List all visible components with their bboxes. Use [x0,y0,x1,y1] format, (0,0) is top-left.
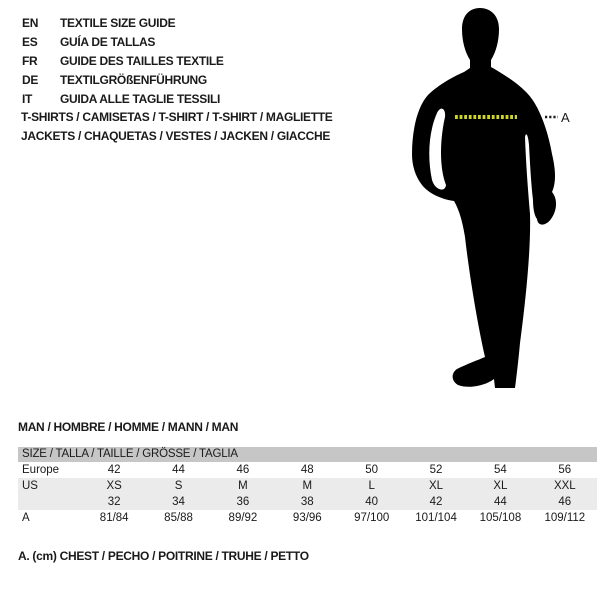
size-cell: 46 [236,464,250,476]
size-cell: 32 [107,496,121,508]
size-cell: 89/92 [228,512,258,524]
table-row-chest [18,510,597,526]
language-label: TEXTILE SIZE GUIDE [60,15,176,30]
size-cell: 42 [429,496,443,508]
size-cell: 40 [365,496,379,508]
language-code: EN [22,15,39,30]
row-label [18,494,82,510]
size-cell: 97/100 [354,512,390,524]
size-cell: 54 [494,464,507,476]
measure-label: A [561,110,570,125]
category-tshirts: T-SHIRTS / CAMISETAS / T-SHIRT / T-SHIRT / MAGLIETTE [21,110,333,124]
language-row [22,89,224,108]
man-silhouette [412,8,556,388]
size-cell: 81/84 [99,512,129,524]
row-label: US [22,480,38,492]
language-code: ES [22,34,38,49]
size-cell: 56 [558,464,572,476]
size-cell: L [368,480,375,492]
size-cell: 44 [494,496,507,508]
size-cell: XS [106,480,122,492]
size-cell: 93/96 [292,512,322,524]
size-cell: 46 [558,496,572,508]
size-cell: 50 [365,464,379,476]
size-table [18,447,597,526]
language-label: GUÍA DE TALLAS [60,34,156,49]
size-cell: 36 [236,496,250,508]
size-cell: XL [429,480,444,492]
language-row [22,70,224,89]
row-label: A [22,512,30,524]
language-label: TEXTILGRÖßENFÜHRUNG [60,72,207,87]
language-label: GUIDE DES TAILLES TEXTILE [60,53,224,68]
size-cell: 101/104 [415,512,457,524]
size-cell: 109/112 [544,512,586,524]
size-cell: 42 [107,464,121,476]
language-row [22,32,224,51]
size-cell: 38 [300,496,314,508]
size-cell: M [302,480,313,492]
size-cell: 48 [300,464,314,476]
man-silhouette-figure [400,4,575,404]
language-code: FR [22,53,38,68]
table-row-numeric [18,494,597,510]
measure-footnote: A. (cm) CHEST / PECHO / POITRINE / TRUHE / PETTO [18,549,309,563]
language-list [22,13,224,108]
size-cell: M [238,480,248,492]
language-code: DE [22,72,39,87]
size-cell: 105/108 [479,512,522,524]
row-label: Europe [22,464,60,476]
table-row-us [18,478,597,494]
language-code: IT [22,91,33,106]
size-cell: S [174,480,183,492]
language-label: GUIDA ALLE TAGLIE TESSILI [60,91,221,106]
size-cell: XL [493,480,508,492]
size-cell: XXL [553,480,576,492]
language-row [22,51,224,70]
table-row-europe [18,462,597,478]
size-cell: 85/88 [164,512,193,524]
category-jackets: JACKETS / CHAQUETAS / VESTES / JACKEN / GIACCHE [21,129,331,143]
language-row [22,13,224,32]
size-cell: 44 [172,464,185,476]
category-lines [21,108,333,146]
gender-section-title: MAN / HOMBRE / HOMME / MANN / MAN [18,420,239,434]
size-table-header: SIZE / TALLA / TAILLE / GRÖSSE / TAGLIA [18,447,597,462]
size-cell: 52 [429,464,443,476]
size-cell: 34 [172,496,185,508]
